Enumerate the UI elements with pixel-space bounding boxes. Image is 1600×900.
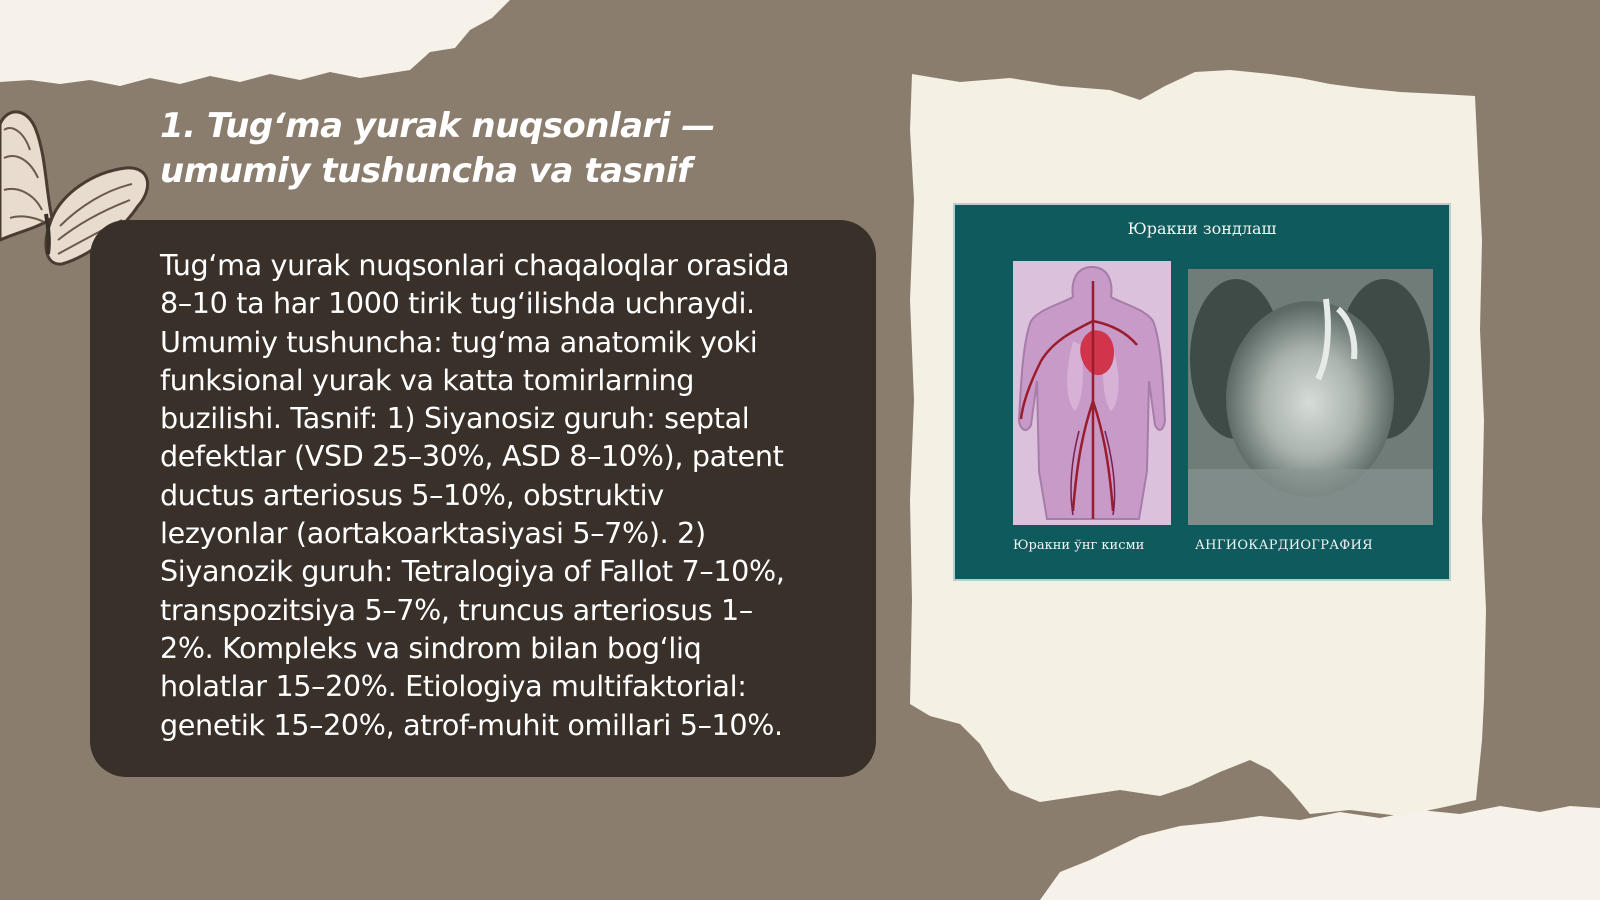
torn-paper-top-left bbox=[0, 0, 510, 86]
torn-paper-bottom-right bbox=[1040, 806, 1600, 900]
anatomy-illustration bbox=[1013, 261, 1171, 525]
angiocardiography-xray bbox=[1188, 269, 1433, 525]
cardiac-catheterization-figure bbox=[953, 203, 1451, 581]
figure-title: Юракни зондлаш bbox=[1127, 219, 1277, 238]
slide-body-text: Tug‘ma yurak nuqsonlari chaqaloqlar orasida 8–10 ta har 1000 tirik tug‘ilishda uchraydi. Umumiy tushuncha: tug‘ma anatomik yoki funksional yurak va katta tomirlarning buzilishi. Tasnif: 1) Siyanosiz guruh: septal defektlar (VSD 25–30%, ASD 8–10%), patent ductus arteriosus 5–10%, obstruktiv lezyonlar (aortakoarktasiyasi 5–7%). 2) Siyanozik guruh: Tetralogiya of Fallot 7–10%, transpozitsiya 5–7%, truncus arteriosus 1– 2%. Kompleks va sindrom bilan bog‘liq holatlar 15–20%. Etiologiya multifaktorial: genetik 15–20%, atrof-muhit omillari 5–10%. bbox=[160, 248, 790, 742]
slide-title: 1. Tug‘ma yurak nuqsonlari — umumiy tushuncha va tasnif bbox=[160, 106, 715, 191]
figure-left-caption: Юракни ўнг кисми bbox=[1013, 538, 1145, 553]
figure-right-caption: АНГИОКАРДИОГРАФИЯ bbox=[1195, 538, 1373, 553]
